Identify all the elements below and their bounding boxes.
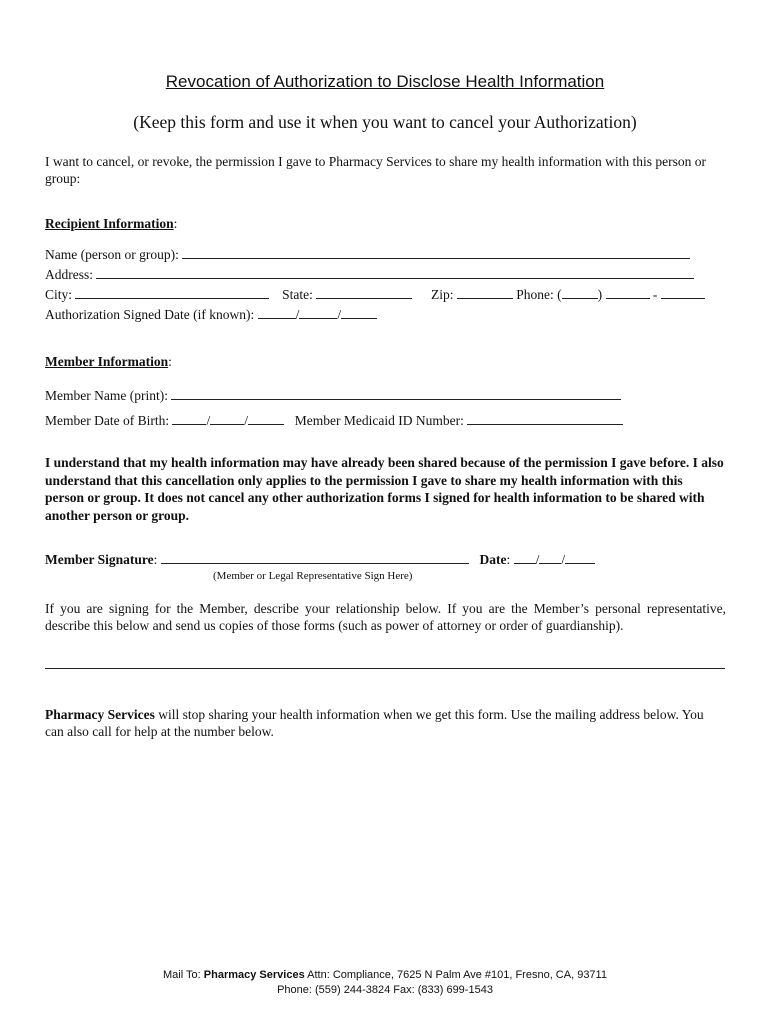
dob-month-field[interactable] — [172, 412, 206, 425]
signature-colon: : — [153, 552, 158, 567]
signature-date-label: Date — [479, 552, 507, 567]
phone-prefix-field[interactable] — [606, 286, 650, 299]
member-heading — [45, 354, 172, 370]
auth-date-label: Authorization Signed Date (if known): — [45, 307, 255, 322]
recipient-heading-colon: : — [173, 216, 178, 231]
signature-note: (Member or Legal Representative Sign Here) — [213, 570, 413, 582]
phone-open-paren: ( — [557, 287, 562, 302]
state-label: State: — [282, 287, 313, 302]
member-name-row — [45, 387, 621, 404]
phone-area-field[interactable] — [562, 286, 598, 299]
sig-date-day-field[interactable] — [539, 551, 561, 564]
form-subtitle: (Keep this form and use it when you want to cancel your Authorization) — [133, 112, 637, 132]
city-label: City: — [45, 287, 73, 302]
member-dob-label: Member Date of Birth: — [45, 413, 170, 428]
signature-field[interactable] — [161, 551, 469, 564]
footer-org: Pharmacy Services — [203, 969, 305, 981]
auth-date-sep-1: / — [295, 307, 300, 322]
state-field[interactable] — [316, 286, 412, 299]
zip-label: Zip: — [431, 287, 454, 302]
sig-date-sep-2: / — [561, 552, 566, 567]
phone-label: Phone: — [516, 287, 554, 302]
recipient-name-label: Name (person or group): — [45, 247, 179, 262]
phone-line-field[interactable] — [661, 286, 705, 299]
form-title: Revocation of Authorization to Disclose Health Information — [165, 72, 605, 91]
auth-date-sep-2: / — [337, 307, 342, 322]
recipient-name-row — [45, 246, 690, 263]
phone-close-paren: ) — [597, 287, 603, 302]
dob-sep-2: / — [244, 413, 248, 428]
sig-date-year-field[interactable] — [565, 551, 595, 564]
acknowledgement-text: I understand that my health information may have already been shared because of the permission I gave before. I also understand that this cancellation only applies to the permission I gave to share my health information with this person or group. It does not cancel any other authorization forms I signed for health information to be shared with another person or group. — [45, 455, 724, 523]
signature-row — [45, 551, 595, 568]
closing-body: will stop sharing your health information when we get this form. Use the mailing address below. You can also call for help at the number below. — [45, 707, 704, 739]
phone-dash: - — [652, 287, 658, 302]
intro-text: I want to cancel, or revoke, the permission I gave to Pharmacy Services to share my health information with this person or group: — [45, 154, 706, 186]
sig-date-month-field[interactable] — [514, 551, 536, 564]
recipient-heading — [45, 216, 177, 232]
dob-day-field[interactable] — [210, 412, 244, 425]
auth-date-year-field[interactable] — [341, 306, 377, 319]
zip-field[interactable] — [457, 286, 513, 299]
signature-label: Member Signature — [45, 552, 154, 567]
medicaid-id-label: Member Medicaid ID Number: — [294, 413, 464, 428]
member-heading-colon: : — [168, 354, 172, 369]
recipient-location-row — [45, 286, 705, 303]
auth-date-day-field[interactable] — [299, 306, 337, 319]
recipient-address-field[interactable] — [96, 266, 694, 279]
dob-year-field[interactable] — [248, 412, 284, 425]
dob-sep-1: / — [206, 413, 211, 428]
relationship-field[interactable] — [45, 668, 725, 669]
auth-date-month-field[interactable] — [258, 306, 296, 319]
closing-text — [45, 706, 725, 740]
footer-contact: Phone: (559) 244-3824 Fax: (833) 699-1543 — [277, 984, 493, 996]
recipient-address-row — [45, 266, 694, 283]
city-field[interactable] — [75, 286, 269, 299]
footer-mailing-address — [0, 969, 770, 981]
member-dob-row — [45, 412, 623, 429]
closing-org: Pharmacy Services — [45, 707, 155, 722]
member-name-field[interactable] — [171, 387, 621, 400]
footer-address: Attn: Compliance, 7625 N Palm Ave #101, Fresno, CA, 93711 — [304, 969, 607, 981]
signature-date-colon: : — [506, 552, 511, 567]
member-heading-label: Member Information — [45, 354, 169, 369]
representative-instructions: If you are signing for the Member, describe your relationship below. If you are the Member’s personal representative, describe this below and send us copies of those forms (such as power of attorney or order of guardianship). — [45, 601, 726, 633]
footer-mail-prefix: Mail To: — [163, 969, 204, 981]
auth-date-row — [45, 306, 377, 323]
recipient-name-field[interactable] — [182, 246, 690, 259]
sig-date-sep-1: / — [535, 552, 540, 567]
recipient-heading-label: Recipient Information — [45, 216, 174, 231]
medicaid-id-field[interactable] — [467, 412, 623, 425]
member-name-label: Member Name (print): — [45, 388, 168, 403]
recipient-address-label: Address: — [45, 267, 93, 282]
